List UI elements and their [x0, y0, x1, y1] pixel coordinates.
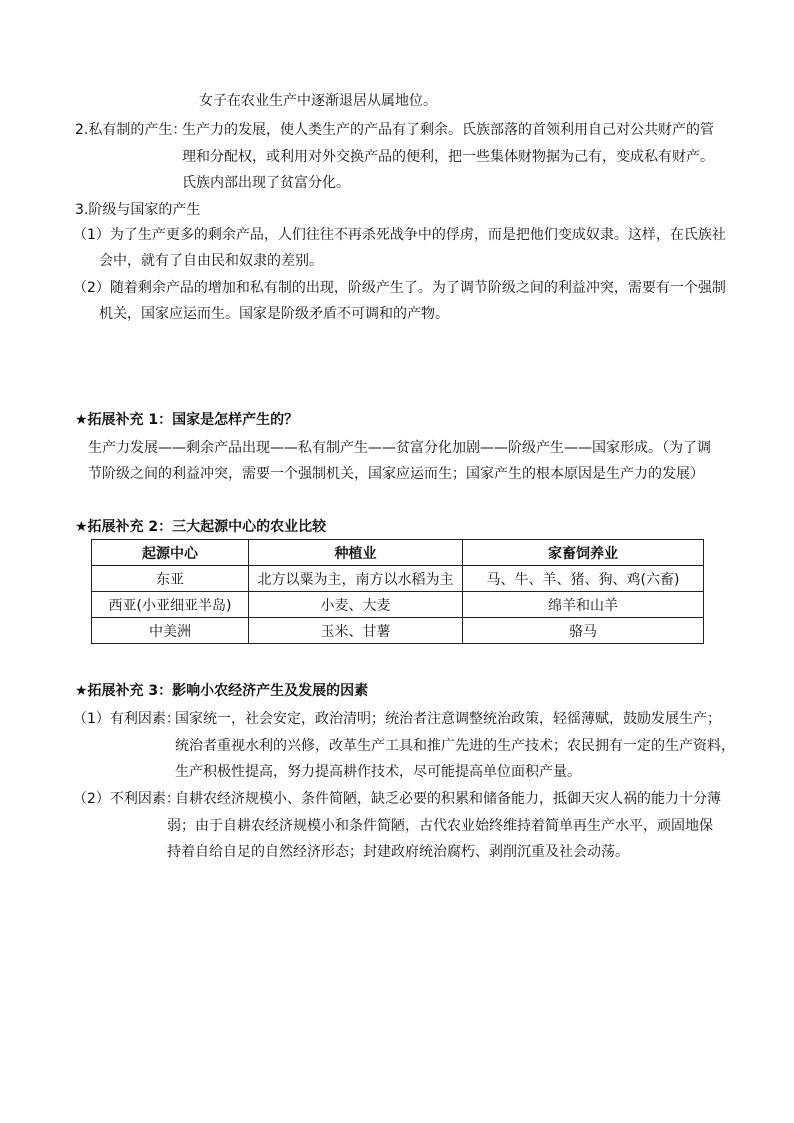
text-line: 持着自给自足的自然经济形态；封建政府统治腐朽、剥削沉重及社会动荡。 — [167, 844, 629, 860]
text-line: 弱；由于自耕农经济规模小和条件简陋，古代农业始终维持着简单再生产水平，顽固地保 — [167, 818, 713, 834]
ext3-title: ★拓展补充 3：影响小农经济产生及发展的因素 — [75, 683, 369, 699]
text-line: 自耕农经济规模小、条件简陋，缺乏必要的积累和储备能力，抵御天灾人祸的能力十分薄 — [175, 791, 721, 807]
agriculture-comparison-table — [91, 539, 704, 644]
table-row — [92, 566, 704, 592]
text-line: 生产力的发展，使人类生产的产品有了剩余。氏族部落的首领利用自己对公共财产的管 — [182, 122, 714, 138]
text-line: 理和分配权，或利用对外交换产品的便利，把一些集体财物据为己有，变成私有财产。 — [182, 149, 714, 165]
table-row — [92, 618, 704, 644]
table-cell: 北方以粟为主，南方以水稻为主 — [249, 566, 463, 592]
text-line: 统治者重视水利的兴修，改革生产工具和推广先进的生产技术；农民拥有一定的生产资料， — [175, 738, 735, 754]
text-line: 女子在农业生产中逐渐退居从属地位。 — [199, 93, 437, 109]
table-cell: 西亚(小亚细亚半岛) — [92, 592, 249, 618]
item-2-label: 2.私有制的产生： — [75, 122, 187, 138]
table-header: 种植业 — [249, 540, 463, 566]
text-line: （1）为了生产更多的剩余产品，人们往往不再杀死战争中的俘虏，而是把他们变成奴隶。这样，在氏族社 — [73, 227, 726, 243]
text-line: 生产力发展——剩余产品出现——私有制产生——贫富分化加剧——阶级产生——国家形成。（为了调 — [88, 440, 711, 456]
text-line: 节阶级之间的利益冲突，需要一个强制机关，国家应运而生；国家产生的根本原因是生产力的发展） — [88, 466, 704, 482]
table-row — [92, 592, 704, 618]
text-line: 机关，国家应运而生。国家是阶级矛盾不可调和的产物。 — [99, 306, 449, 322]
table-cell: 骆马 — [463, 618, 704, 644]
table-cell: 东亚 — [92, 566, 249, 592]
ext1-title: ★拓展补充 1：国家是怎样产生的？ — [75, 412, 299, 428]
text-line: 生产积极性提高，努力提高耕作技术，尽可能提高单位面积产量。 — [175, 764, 581, 780]
text-line: 会中，就有了自由民和奴隶的差别。 — [99, 253, 323, 269]
table-cell: 马、牛、羊、猪、狗、鸡(六畜) — [463, 566, 704, 592]
table-cell: 中美洲 — [92, 618, 249, 644]
ext3-p1-label: （1）有利因素： — [73, 711, 180, 727]
table-header: 家畜饲养业 — [463, 540, 704, 566]
table-cell: 绵羊和山羊 — [463, 592, 704, 618]
section-heading: 3.阶级与国家的产生 — [75, 202, 201, 218]
table-header: 起源中心 — [92, 540, 249, 566]
table-cell: 小麦、大麦 — [249, 592, 463, 618]
table-cell: 玉米、甘薯 — [249, 618, 463, 644]
table-header-row — [92, 540, 704, 566]
text-line: 氏族内部出现了贫富分化。 — [182, 175, 350, 191]
ext3-p2-label: （2）不利因素： — [73, 791, 180, 807]
text-line: 国家统一，社会安定，政治清明；统治者注意调整统治政策，轻徭薄赋，鼓励发展生产； — [175, 711, 721, 727]
text-line: （2）随着剩余产品的增加和私有制的出现，阶级产生了。为了调节阶级之间的利益冲突，需要有一个强制 — [73, 280, 726, 296]
ext2-title: ★拓展补充 2：三大起源中心的农业比较 — [75, 519, 327, 535]
